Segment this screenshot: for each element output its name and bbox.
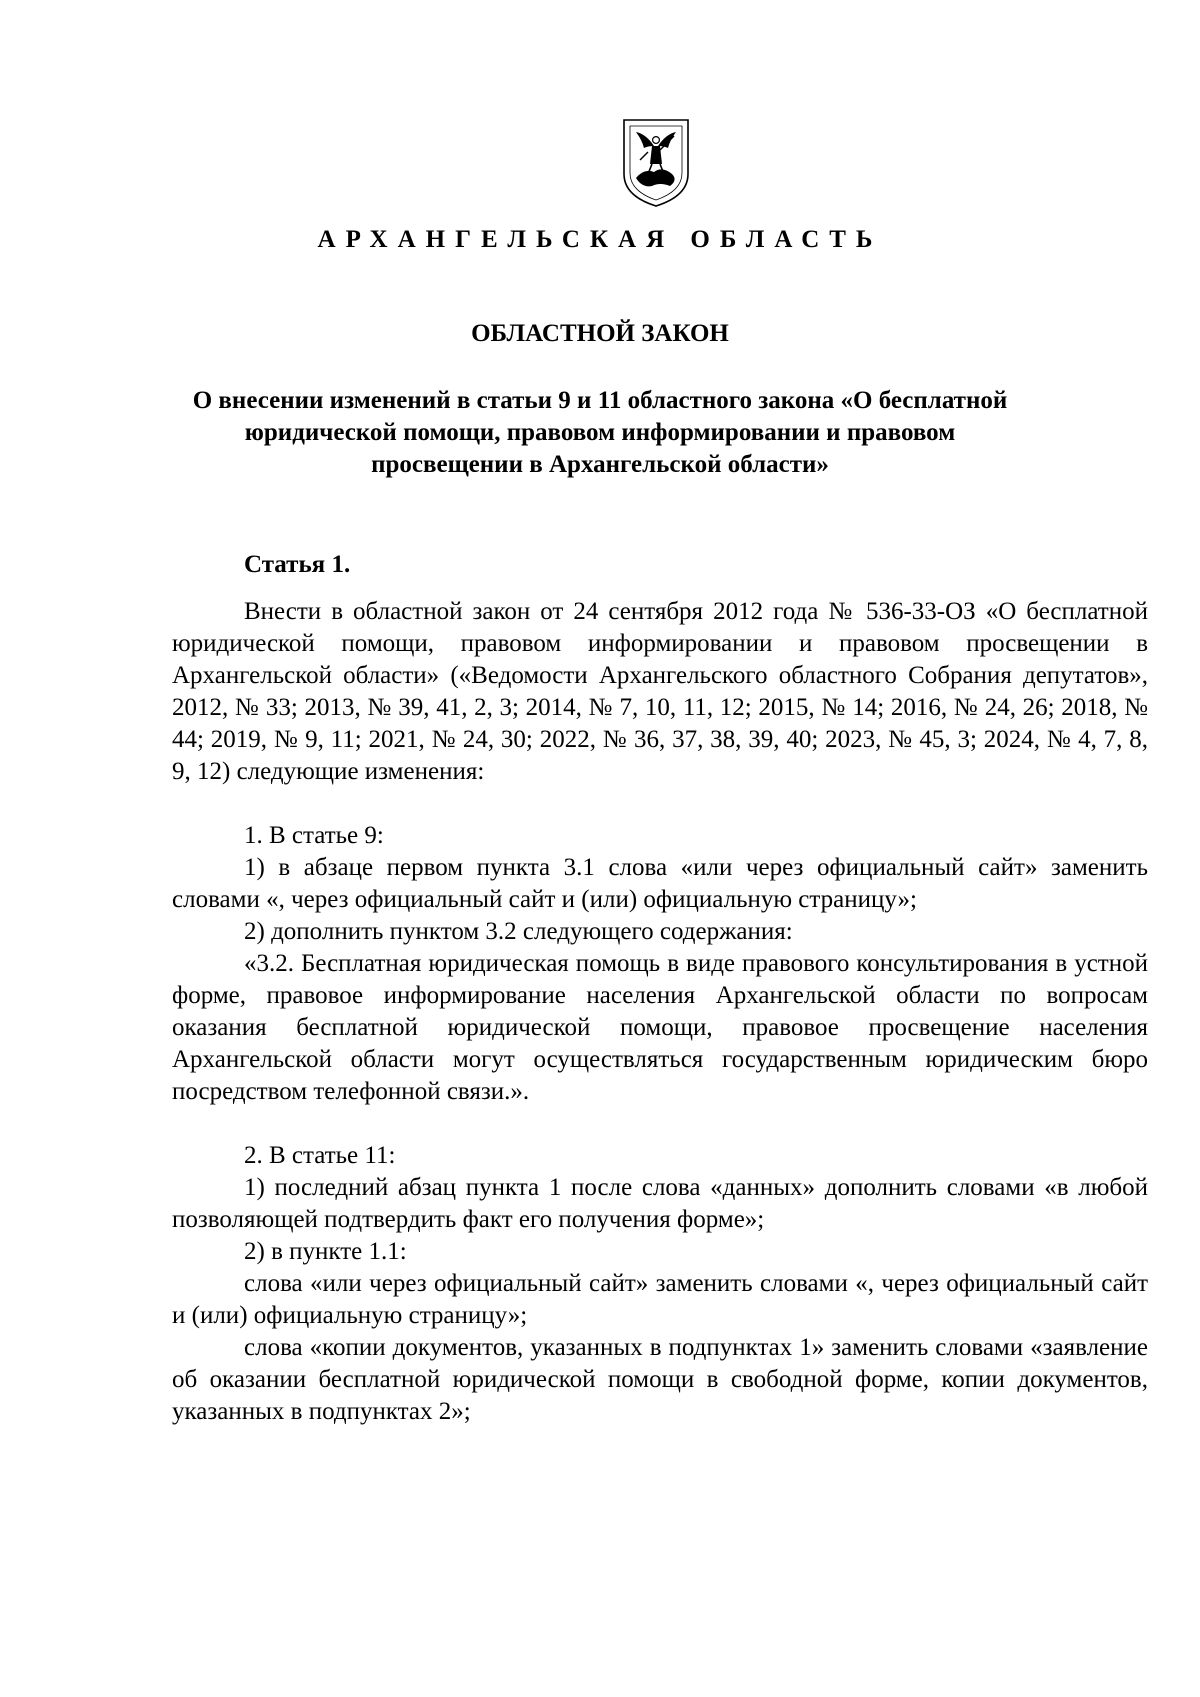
section-1-item-1: 1) в абзаце первом пункта 3.1 слова «или через официальный сайт» заменить словами «, через официальный сайт и (или) официальную страницу»;	[172, 854, 1148, 913]
article-heading: Статья 1.	[244, 551, 351, 578]
section-2-item-2-a: слова «или через официальный сайт» заменить словами «, через официальный сайт и (или) официальную страницу»;	[172, 1270, 1148, 1329]
section-2-item-2-b: слова «копии документов, указанных в подпунктах 1» заменить словами «заявление об оказании бесплатной юридической помощи в свободной форме, копии документов, указанных в подпунктах 2»;	[172, 1334, 1148, 1425]
section-1-item-2: 2) дополнить пунктом 3.2 следующего содержания:	[244, 918, 793, 945]
article-body	[172, 596, 1148, 1428]
article-intro-paragraph: Внести в областной закон от 24 сентября 2012 года № 536-33-ОЗ «О бесплатной юридической помощи, правовом информировании и правовом просвещении в Архангельской области» («Ведомости Архангельского областного Собрания депутатов», 2012, № 33; 2013, № 39, 41, 2, 3; 2014, № 7, 10, 11, 12; 2015, № 14; 2016, № 24, 26; 2018, № 44; 2019, № 9, 11; 2021, № 24, 30; 2022, № 36, 37, 38, 39, 40; 2023, № 45, 3; 2024, № 4, 7, 8, 9, 12) следующие изменения:	[172, 598, 1148, 785]
region-title: АРХАНГЕЛЬСКАЯ ОБЛАСТЬ	[317, 226, 883, 253]
law-title-line: юридической помощи, правовом информировании и правовом	[244, 419, 956, 446]
coat-of-arms-emblem	[618, 116, 694, 210]
section-1-title: 1. В статье 9:	[244, 822, 384, 849]
law-title	[0, 385, 1200, 481]
section-2-title: 2. В статье 11:	[244, 1142, 396, 1169]
section-2-item-2: 2) в пункте 1.1:	[244, 1238, 407, 1265]
law-title-line: О внесении изменений в статьи 9 и 11 областного закона «О бесплатной	[192, 387, 1008, 414]
law-type-heading: ОБЛАСТНОЙ ЗАКОН	[471, 320, 729, 347]
section-1-item-2-text: «3.2. Бесплатная юридическая помощь в виде правового консультирования в устной форме, правовое информирование населения Архангельской области по вопросам оказания бесплатной юридической помощи, правовое просвещение населения Архангельской области могут осуществляться государственным юридическим бюро посредством телефонной связи.».	[172, 950, 1148, 1105]
section-2-item-1: 1) последний абзац пункта 1 после слова «данных» дополнить словами «в любой позволяющей подтвердить факт его получения форме»;	[172, 1174, 1148, 1233]
law-title-line: просвещении в Архангельской области»	[371, 451, 829, 478]
